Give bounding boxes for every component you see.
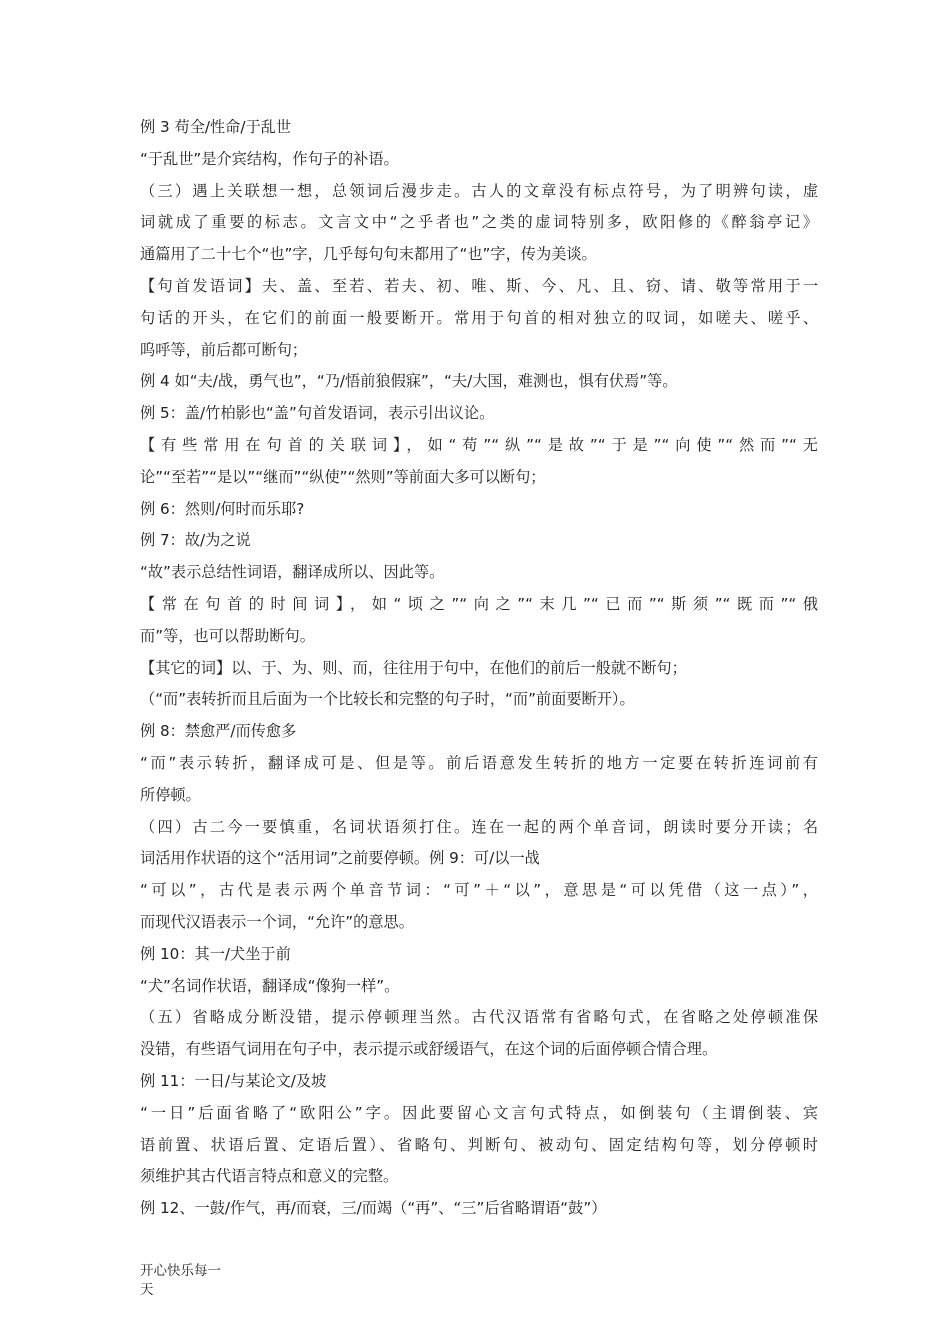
text-line: 而现代汉语表示一个词，“允许”的意思。 (140, 912, 414, 931)
text-line: 【句首发语词】夫、盖、至若、若夫、初、唯、斯、今、凡、且、窃、请、敬等常用于一 (140, 276, 818, 295)
text-line: （三）遇上关联想一想，总领词后漫步走。古人的文章没有标点符号，为了明辨句读，虚 (140, 181, 818, 200)
text-line: 须维护其古代语言特点和意义的完整。 (140, 1167, 399, 1186)
text-line: “于乱世”是介宾结构，作句子的补语。 (140, 149, 399, 168)
text-line: 例 10：其一/犬坐于前 (140, 944, 291, 963)
footer-line: 天 (140, 1282, 154, 1298)
text-line: 例 5：盖/竹柏影也“盖”句首发语词，表示引出议论。 (140, 404, 495, 423)
text-line: 【有些常用在句首的关联词】，如“苟”“纵”“是故”“于是”“向使”“然而”“无 (140, 435, 818, 454)
text-line: 而”等，也可以帮助断句。 (140, 626, 315, 645)
text-line: “可以”，古代是表示两个单音节词：“可”＋“以”，意思是“可以凭借（这一点）”， (140, 881, 818, 900)
text-line: 例 11：一日/与某论文/及坡 (140, 1071, 327, 1090)
text-line: 【其它的词】以、于、为、则、而，往往用于句中，在他们的前后一般就不断句； (140, 658, 687, 677)
body-text (140, 112, 818, 1225)
text-line: 例 6：然则/何时而乐耶? (140, 499, 305, 518)
text-line: 词活用作状语的这个“活用词”之前要停顿。例 9：可/以一战 (140, 849, 540, 868)
text-line: “而”表示转折，翻译成可是、但是等。前后语意发生转折的地方一定要在转折连词前有 (140, 753, 818, 772)
text-line: 例 7：故/为之说 (140, 531, 251, 550)
text-line: （五）省略成分断没错，提示停顿理当然。古代汉语常有省略句式，在省略之处停顿准保 (140, 1008, 818, 1027)
text-line: 所停顿。 (140, 785, 201, 804)
text-line: （“而”表转折而且后面为一个比较长和完整的句子时，“而”前面要断开）。 (140, 690, 635, 709)
text-line: “一日”后面省略了“欧阳公”字。因此要留心文言句式特点，如倒装句（主谓倒装、宾 (140, 1103, 818, 1122)
text-line: 例 12、一鼓/作气，再/而衰，三/而竭（“再”、“三”后省略谓语“鼓”） (140, 1199, 607, 1218)
text-line: 没错，有些语气词用在句子中，表示提示或舒缓语气，在这个词的后面停顿合情合理。 (140, 1040, 718, 1059)
text-line: 例 8：禁愈严/而传愈多 (140, 722, 297, 741)
text-line: 例 3 苟全/性命/于乱世 (140, 118, 292, 136)
text-line: 通篇用了二十七个“也”字，几乎每句句末都用了“也”字，传为美谈。 (140, 245, 597, 264)
text-line: 句话的开头，在它们的前面一般要断开。常用于句首的相对独立的叹词，如嗟夫、嗟乎、 (140, 308, 818, 327)
text-line: “故”表示总结性词语，翻译成所以、因此等。 (140, 563, 445, 582)
text-line: 词就成了重要的标志。文言文中“之乎者也”之类的虚词特别多，欧阳修的《醉翁亭记》 (140, 213, 818, 232)
text-line: （四）古二今一要慎重，名词状语须打住。连在一起的两个单音词，朗读时要分开读；名 (140, 817, 818, 836)
text-line: 例 4 如“夫/战，勇气也”，“乃/悟前狼假寐”，“夫/大国，难测也，惧有伏焉”等。 (140, 372, 678, 391)
text-line: 语前置、状语后置、定语后置）、省略句、判断句、被动句、固定结构句等，划分停顿时 (140, 1135, 818, 1154)
text-line: “犬”名词作状语，翻译成“像狗一样”。 (140, 976, 400, 995)
text-line: 论”“至若”“是以”“继而”“纵使”“然则”等前面大多可以断句； (140, 467, 546, 486)
text-line: 【常在句首的时间词】，如“顷之”“向之”“末几”“已而”“斯须”“既而”“俄 (140, 594, 818, 613)
page-footer (140, 1262, 240, 1300)
text-line: 呜呼等，前后都可断句； (140, 340, 308, 359)
footer-line: 开心快乐每一 (140, 1263, 221, 1279)
